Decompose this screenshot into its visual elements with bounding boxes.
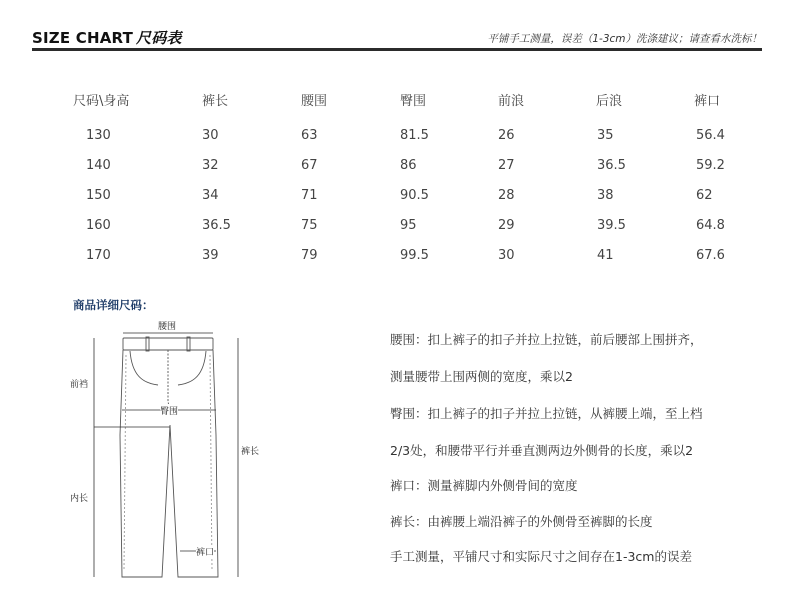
table-cell: 41 — [597, 248, 614, 263]
table-cell: 62 — [696, 188, 713, 203]
title-chinese: 尺码表 — [136, 29, 182, 47]
table-cell: 39.5 — [597, 218, 626, 233]
table-cell: 99.5 — [400, 248, 429, 263]
table-cell: 170 — [86, 248, 111, 263]
pants-diagram — [60, 315, 260, 585]
table-cell: 67 — [301, 158, 318, 173]
description-line: 2/3处，和腰带平行并垂直测两边外侧骨的长度，乘以2 — [390, 443, 694, 458]
table-header-cell: 裤口 — [694, 94, 721, 109]
diagram-label-hem: 裤口 — [196, 545, 214, 558]
right-pocket-shape — [178, 351, 206, 385]
table-header-cell: 腰围 — [301, 94, 328, 109]
diagram-label-waist: 腰围 — [158, 319, 176, 332]
table-cell: 29 — [498, 218, 515, 233]
table-cell: 150 — [86, 188, 111, 203]
measurement-note: 平铺手工测量，误差（1-3cm）洗涤建议；请查看水洗标！ — [487, 33, 762, 45]
table-cell: 26 — [498, 128, 515, 143]
detail-section-title: 商品详细尺码： — [73, 298, 154, 312]
table-cell: 67.6 — [696, 248, 725, 263]
belt-loop-shape — [187, 337, 190, 351]
header-divider — [32, 48, 762, 51]
waistband-shape — [123, 338, 213, 350]
table-cell: 56.4 — [696, 128, 725, 143]
table-header-cell: 裤长 — [202, 94, 229, 109]
description-line: 测量腰带上围两侧的宽度，乘以2 — [390, 369, 573, 384]
table-header-cell: 尺码\身高 — [73, 94, 130, 109]
table-cell: 36.5 — [597, 158, 626, 173]
table-header-cell: 前浪 — [498, 94, 525, 109]
table-cell: 81.5 — [400, 128, 429, 143]
pants-outline-illustration — [60, 315, 260, 585]
diagram-label-hip: 臀围 — [160, 404, 178, 417]
table-cell: 71 — [301, 188, 318, 203]
table-cell: 140 — [86, 158, 111, 173]
side-seam-stitch — [210, 355, 212, 570]
table-cell: 86 — [400, 158, 417, 173]
header — [0, 0, 790, 52]
description-line: 裤长：由裤腰上端沿裤子的外侧骨至裤脚的长度 — [390, 514, 653, 529]
table-cell: 30 — [202, 128, 219, 143]
page-title — [32, 27, 182, 48]
left-pocket-shape — [130, 351, 158, 385]
description-line: 裤口：测量裤脚内外侧骨间的宽度 — [390, 478, 578, 493]
side-seam-stitch — [124, 355, 126, 570]
table-cell: 75 — [301, 218, 318, 233]
description-line: 臀围：扣上裤子的扣子并拉上拉链，从裤腰上端，至上档 — [390, 406, 703, 421]
table-cell: 95 — [400, 218, 417, 233]
table-cell: 30 — [498, 248, 515, 263]
table-cell: 64.8 — [696, 218, 725, 233]
table-cell: 34 — [202, 188, 219, 203]
table-cell: 59.2 — [696, 158, 725, 173]
description-line: 腰围：扣上裤子的扣子并拉上拉链，前后腰部上围拼齐， — [390, 332, 703, 347]
belt-loop-shape — [146, 337, 149, 351]
table-cell: 28 — [498, 188, 515, 203]
diagram-label-length: 裤长 — [241, 444, 259, 457]
table-cell: 32 — [202, 158, 219, 173]
table-header-cell: 后浪 — [596, 94, 623, 109]
table-cell: 90.5 — [400, 188, 429, 203]
table-cell: 35 — [597, 128, 614, 143]
table-cell: 27 — [498, 158, 515, 173]
description-line: 手工测量，平铺尺寸和实际尺寸之间存在1-3cm的误差 — [390, 549, 692, 564]
table-cell: 39 — [202, 248, 219, 263]
table-cell: 36.5 — [202, 218, 231, 233]
table-cell: 79 — [301, 248, 318, 263]
table-cell: 63 — [301, 128, 318, 143]
fly-stitch — [168, 350, 176, 408]
table-cell: 130 — [86, 128, 111, 143]
diagram-label-front-rise: 前裆 — [70, 377, 88, 390]
table-header-cell: 臀围 — [400, 94, 427, 109]
pants-silhouette — [120, 350, 218, 577]
table-cell: 38 — [597, 188, 614, 203]
diagram-label-inseam: 内长 — [70, 491, 88, 504]
table-cell: 160 — [86, 218, 111, 233]
title-english: SIZE CHART — [32, 29, 134, 47]
